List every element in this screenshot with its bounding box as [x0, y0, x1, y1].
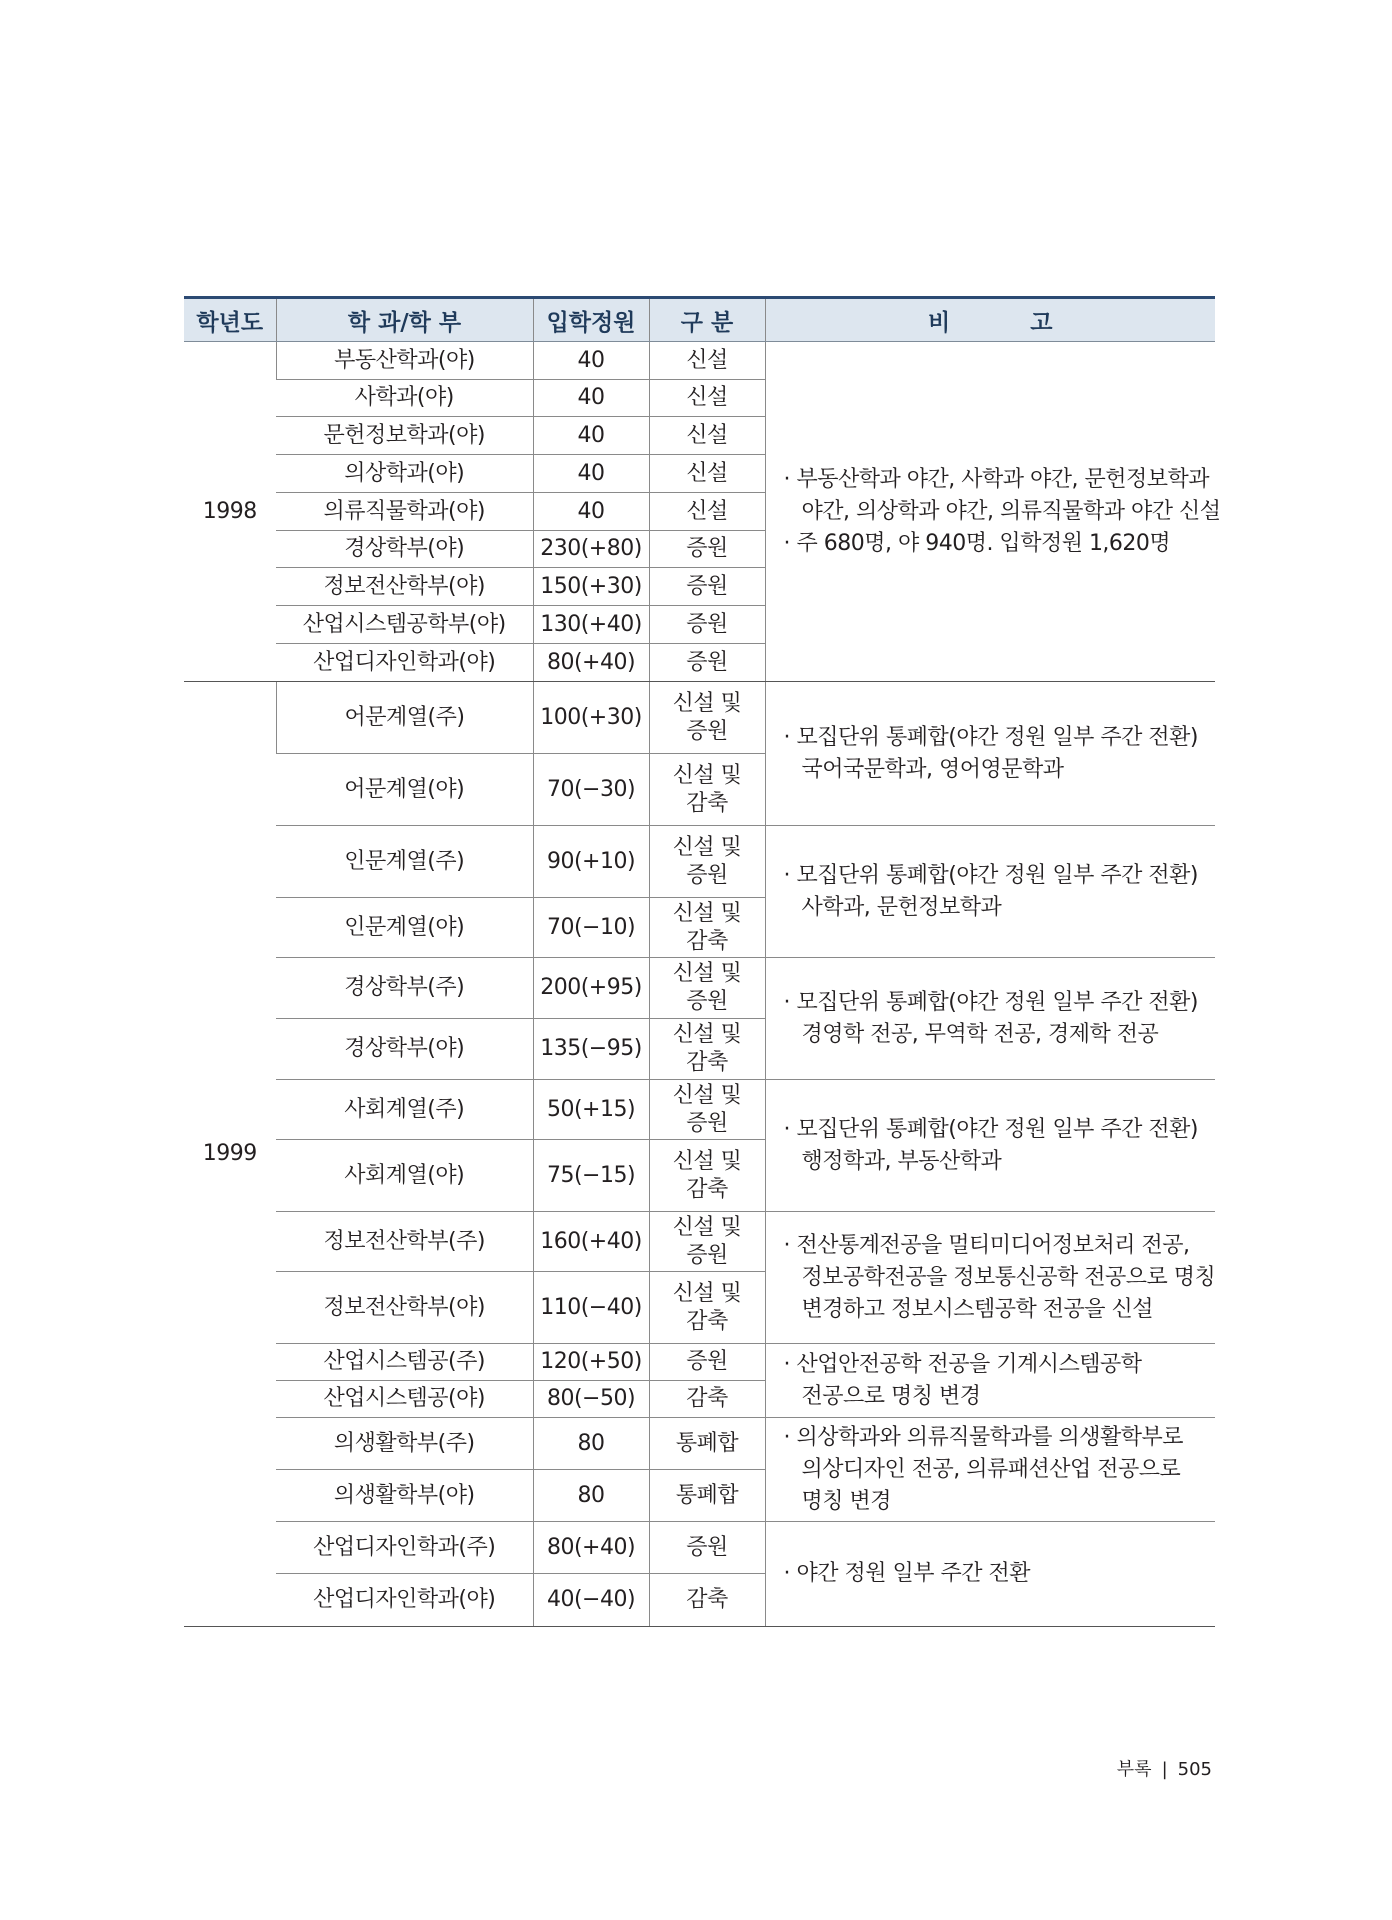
category-line: 신설 및: [672, 1280, 742, 1306]
remarks-cell: [765, 1344, 1215, 1418]
header-category: 구 분: [649, 298, 765, 342]
quota-cell: 40(−40): [533, 1574, 649, 1627]
dept-cell: 경상학부(주): [276, 958, 533, 1019]
category-cell: 증원: [649, 1344, 765, 1381]
category-cell: [649, 682, 765, 754]
category-cell: 감축: [649, 1381, 765, 1418]
header-department: 학 과/학 부: [276, 298, 533, 342]
remarks-line: · 야간 정원 일부 주간 전환: [783, 1561, 1030, 1586]
table-row: [184, 826, 1215, 898]
category-cell: 증원: [649, 606, 765, 644]
footer-separator: |: [1161, 1759, 1168, 1780]
category-cell: [649, 1019, 765, 1080]
table-row: [184, 682, 1215, 754]
category-cell: [649, 898, 765, 958]
category-line: 증원: [686, 718, 728, 744]
remarks-line: · 모집단위 통폐합(야간 정원 일부 주간 전환): [783, 724, 1198, 750]
category-line: 신설 및: [672, 961, 742, 986]
quota-cell: 150(+30): [533, 568, 649, 606]
remarks-line: 사학과, 문헌정보학과: [801, 894, 1002, 920]
page-footer: [1117, 1755, 1212, 1781]
category-cell: 증원: [649, 568, 765, 606]
category-cell: 통폐합: [649, 1470, 765, 1522]
remarks-line: 변경하고 정보시스템공학 전공을 신설: [801, 1296, 1154, 1322]
category-cell: [649, 958, 765, 1019]
category-line: 증원: [686, 989, 728, 1014]
table-row: [184, 1080, 1215, 1140]
category-cell: 통폐합: [649, 1418, 765, 1470]
dept-cell: 경상학부(야): [276, 531, 533, 568]
remarks-line: · 주 680명, 야 940명. 입학정원 1,620명: [783, 530, 1171, 556]
remarks-cell: [765, 958, 1215, 1080]
remarks-line: 명칭 변경: [801, 1488, 892, 1514]
quota-cell: 135(−95): [533, 1019, 649, 1080]
dept-cell: 사회계열(야): [276, 1140, 533, 1212]
quota-cell: 40: [533, 342, 649, 380]
dept-cell: 의류직물학과(야): [276, 493, 533, 531]
category-cell: [649, 1272, 765, 1344]
header-quota: 입학정원: [533, 298, 649, 342]
category-line: 신설 및: [672, 762, 742, 788]
category-line: 신설 및: [672, 1022, 742, 1047]
table-row: [184, 1418, 1215, 1470]
dept-cell: 산업시스템공(주): [276, 1344, 533, 1381]
category-line: 신설 및: [672, 1214, 742, 1240]
category-cell: 신설: [649, 455, 765, 493]
quota-cell: 120(+50): [533, 1344, 649, 1381]
category-cell: [649, 1080, 765, 1140]
table-row: [184, 1522, 1215, 1574]
table-row: [184, 958, 1215, 1019]
quota-cell: 80: [533, 1418, 649, 1470]
category-line: 신설 및: [672, 1148, 742, 1174]
remarks-cell: [765, 826, 1215, 958]
page-number: 505: [1177, 1759, 1212, 1780]
dept-cell: 문헌정보학과(야): [276, 417, 533, 455]
dept-cell: 산업시스템공학부(야): [276, 606, 533, 644]
dept-cell: 의생활학부(주): [276, 1418, 533, 1470]
dept-cell: 정보전산학부(야): [276, 568, 533, 606]
remarks-line: · 모집단위 통폐합(야간 정원 일부 주간 전환): [783, 1116, 1198, 1142]
remarks-line: 정보공학전공을 정보통신공학 전공으로 명칭: [801, 1264, 1216, 1290]
category-cell: 증원: [649, 1522, 765, 1574]
category-cell: 증원: [649, 644, 765, 682]
dept-cell: 부동산학과(야): [276, 342, 533, 380]
remarks-line: 전공으로 명칭 변경: [801, 1383, 981, 1409]
category-line: 신설 및: [672, 834, 742, 860]
category-cell: 증원: [649, 531, 765, 568]
quota-cell: 100(+30): [533, 682, 649, 754]
quota-cell: 40: [533, 455, 649, 493]
category-cell: [649, 1140, 765, 1212]
category-cell: 신설: [649, 342, 765, 380]
remarks-cell: [765, 1522, 1215, 1627]
quota-cell: 200(+95): [533, 958, 649, 1019]
remarks-line: · 산업안전공학 전공을 기계시스템공학: [783, 1351, 1142, 1377]
quota-cell: 70(−30): [533, 754, 649, 826]
dept-cell: 인문계열(주): [276, 826, 533, 898]
remarks-cell-1998: [765, 342, 1221, 682]
category-line: 신설 및: [672, 690, 742, 716]
category-line: 감축: [686, 1050, 728, 1075]
year-cell-1998: 1998: [184, 342, 276, 682]
quota-cell: 70(−10): [533, 898, 649, 958]
remarks-line: 경영학 전공, 무역학 전공, 경제학 전공: [801, 1021, 1159, 1047]
category-cell: [649, 1212, 765, 1272]
category-cell: [649, 754, 765, 826]
table-row: [184, 342, 1215, 380]
category-cell: [649, 826, 765, 898]
dept-cell: 의상학과(야): [276, 455, 533, 493]
category-line: 증원: [686, 1110, 728, 1136]
category-line: 신설 및: [672, 1082, 742, 1108]
table-row: [184, 1212, 1215, 1272]
admission-quota-table: [184, 296, 1221, 1627]
category-cell: 신설: [649, 380, 765, 417]
dept-cell: 정보전산학부(주): [276, 1212, 533, 1272]
remarks-line: 야간, 의상학과 야간, 의류직물학과 야간 신설: [801, 498, 1221, 524]
dept-cell: 사학과(야): [276, 380, 533, 417]
category-line: 감축: [686, 790, 728, 816]
category-cell: 신설: [649, 417, 765, 455]
dept-cell: 산업시스템공(야): [276, 1381, 533, 1418]
dept-cell: 산업디자인학과(주): [276, 1522, 533, 1574]
quota-cell: 80(+40): [533, 1522, 649, 1574]
quota-cell: 80(−50): [533, 1381, 649, 1418]
remarks-cell: [765, 1418, 1215, 1522]
remarks-line: 국어국문학과, 영어영문학과: [801, 756, 1064, 782]
remarks-cell: [765, 1080, 1215, 1212]
dept-cell: 산업디자인학과(야): [276, 1574, 533, 1627]
category-line: 증원: [686, 862, 728, 888]
quota-cell: 130(+40): [533, 606, 649, 644]
category-line: 감축: [686, 928, 728, 954]
remarks-line: 행정학과, 부동산학과: [801, 1148, 1002, 1174]
category-line: 증원: [686, 1242, 728, 1268]
quota-cell: 50(+15): [533, 1080, 649, 1140]
category-line: 감축: [686, 1308, 728, 1334]
category-cell: 감축: [649, 1574, 765, 1627]
quota-cell: 110(−40): [533, 1272, 649, 1344]
quota-cell: 40: [533, 380, 649, 417]
footer-section: 부록: [1116, 1759, 1152, 1780]
remarks-line: · 모집단위 통폐합(야간 정원 일부 주간 전환): [783, 989, 1198, 1015]
year-cell-1999: 1999: [184, 682, 276, 1627]
remarks-cell: [765, 682, 1215, 826]
header-year: 학년도: [184, 298, 276, 342]
dept-cell: 어문계열(야): [276, 754, 533, 826]
remarks-cell: [765, 1212, 1215, 1344]
dept-cell: 어문계열(주): [276, 682, 533, 754]
category-cell: 신설: [649, 493, 765, 531]
remarks-line: · 전산통계전공을 멀티미디어정보처리 전공,: [783, 1232, 1190, 1258]
dept-cell: 정보전산학부(야): [276, 1272, 533, 1344]
quota-cell: 75(−15): [533, 1140, 649, 1212]
dept-cell: 인문계열(야): [276, 898, 533, 958]
quota-cell: 90(+10): [533, 826, 649, 898]
remarks-line: · 의상학과와 의류직물학과를 의생활학부로: [783, 1424, 1184, 1450]
quota-cell: 40: [533, 493, 649, 531]
dept-cell: 경상학부(야): [276, 1019, 533, 1080]
quota-cell: 230(+80): [533, 531, 649, 568]
quota-cell: 80(+40): [533, 644, 649, 682]
dept-cell: 의생활학부(야): [276, 1470, 533, 1522]
quota-cell: 80: [533, 1470, 649, 1522]
quota-cell: 160(+40): [533, 1212, 649, 1272]
header-remarks: 비 고: [765, 298, 1215, 342]
remarks-line: · 부동산학과 야간, 사학과 야간, 문헌정보학과: [783, 466, 1209, 492]
quota-cell: 40: [533, 417, 649, 455]
dept-cell: 사회계열(주): [276, 1080, 533, 1140]
remarks-line: · 모집단위 통폐합(야간 정원 일부 주간 전환): [783, 862, 1198, 888]
table-row: [184, 1344, 1215, 1381]
dept-cell: 산업디자인학과(야): [276, 644, 533, 682]
category-line: 신설 및: [672, 900, 742, 926]
remarks-line: 의상디자인 전공, 의류패션산업 전공으로: [801, 1456, 1181, 1482]
category-line: 감축: [686, 1176, 728, 1202]
table-header-row: [184, 298, 1215, 342]
